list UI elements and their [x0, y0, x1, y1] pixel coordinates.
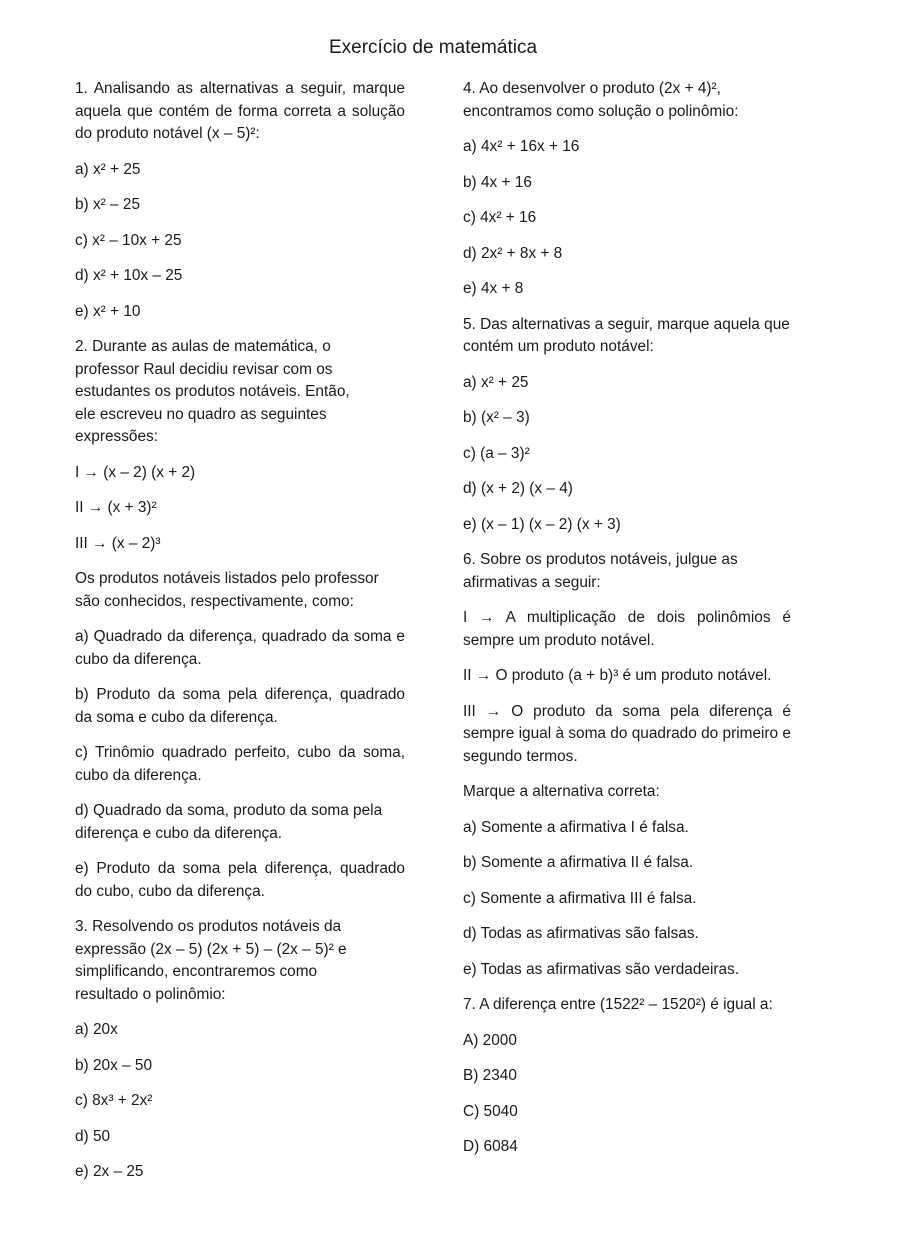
q6-option-d: d) Todas as afirmativas são falsas.: [463, 925, 699, 942]
q3-option-a: a) 20x: [75, 1021, 118, 1038]
q2-expression-1: I → (x – 2) (x + 2): [75, 463, 196, 481]
q2-prompt: Os produtos notáveis listados pelo professor são conhecidos, respectivamente, como:: [75, 570, 379, 610]
q1-option-c: c) x² – 10x + 25: [75, 231, 182, 249]
q3-option-e: e) 2x – 25: [75, 1163, 144, 1180]
q6-option-a: a) Somente a afirmativa I é falsa.: [463, 818, 689, 836]
q5-option-e: e) (x – 1) (x – 2) (x + 3): [463, 515, 621, 533]
question-3-text: 3. Resolvendo os produtos notáveis da expressão (2x – 5) (2x + 5) – (2x – 5)² e simplificando, encontraremos como resultado o polinômio:: [75, 918, 347, 1003]
q1-option-e: e) x² + 10: [75, 302, 141, 320]
q6-statement-2: II → O produto (a + b)³ é um produto notável.: [463, 667, 772, 684]
q6-option-c: c) Somente a afirmativa III é falsa.: [463, 889, 697, 907]
q4-option-a: a) 4x² + 16x + 16: [463, 138, 580, 155]
q2-option-a: a) Quadrado da diferença, quadrado da soma e cubo da diferença.: [75, 628, 405, 668]
q4-option-b: b) 4x + 16: [463, 173, 532, 191]
q2-expression-2: II → (x + 3)²: [75, 499, 157, 516]
q7-option-a: A) 2000: [463, 1031, 517, 1049]
q2-option-c: c) Trinômio quadrado perfeito, cubo da soma, cubo da diferença.: [75, 744, 405, 784]
left-column: [75, 78, 405, 1184]
q2-option-e: e) Produto da soma pela diferença, quadrado do cubo, cubo da diferença.: [75, 860, 405, 900]
q7-option-b: B) 2340: [463, 1067, 517, 1084]
q2-option-d: d) Quadrado da soma, produto da soma pela diferença e cubo da diferença.: [75, 802, 383, 842]
q3-option-d: d) 50: [75, 1127, 111, 1145]
question-5-text: 5. Das alternativas a seguir, marque aquela que contém um produto notável:: [463, 315, 790, 355]
q3-option-c: c) 8x³ + 2x²: [75, 1092, 153, 1109]
q6-option-e: e) Todas as afirmativas são verdadeiras.: [463, 960, 740, 978]
q6-option-b: b) Somente a afirmativa II é falsa.: [463, 854, 694, 871]
question-4-text: 4. Ao desenvolver o produto (2x + 4)², encontramos como solução o polinômio:: [463, 80, 739, 120]
q7-option-c: C) 5040: [463, 1102, 518, 1120]
q5-option-b: b) (x² – 3): [463, 409, 530, 426]
q3-option-b: b) 20x – 50: [75, 1056, 153, 1074]
q2-option-b: b) Produto da soma pela diferença, quadrado da soma e cubo da diferença.: [75, 686, 405, 726]
q1-option-b: b) x² – 25: [75, 196, 141, 213]
q5-option-d: d) (x + 2) (x – 4): [463, 480, 573, 497]
right-column: [463, 78, 791, 1159]
question-2-text: 2. Durante as aulas de matemática, o professor Raul decidiu revisar com os estudantes os produtos notáveis. Então, ele escreveu no quadro as seguintes expressões:: [75, 338, 350, 445]
q1-option-d: d) x² + 10x – 25: [75, 267, 183, 284]
q4-option-c: c) 4x² + 16: [463, 209, 537, 226]
q7-option-d: D) 6084: [463, 1138, 518, 1155]
q6-statement-3: III → O produto da soma pela diferença é sempre igual à soma do quadrado do primeiro e segundo termos.: [463, 702, 791, 765]
question-7-text: 7. A diferença entre (1522² – 1520²) é igual a:: [463, 996, 773, 1013]
q1-option-a: a) x² + 25: [75, 160, 141, 178]
q6-prompt: Marque a alternativa correta:: [463, 783, 660, 800]
q5-option-c: c) (a – 3)²: [463, 444, 530, 462]
question-1-text: 1. Analisando as alternativas a seguir, marque aquela que contém de forma correta a solução do produto notável (x – 5)²:: [75, 80, 405, 142]
q2-expression-3: III → (x – 2)³: [75, 534, 161, 552]
q6-statement-1: I → A multiplicação de dois polinômios é sempre um produto notável.: [463, 609, 791, 649]
q4-option-d: d) 2x² + 8x + 8: [463, 244, 563, 262]
q5-option-a: a) x² + 25: [463, 373, 529, 391]
question-6-text: 6. Sobre os produtos notáveis, julgue as afirmativas a seguir:: [463, 551, 738, 591]
page-title: Exercício de matemática: [328, 37, 538, 58]
q4-option-e: e) 4x + 8: [463, 280, 524, 297]
